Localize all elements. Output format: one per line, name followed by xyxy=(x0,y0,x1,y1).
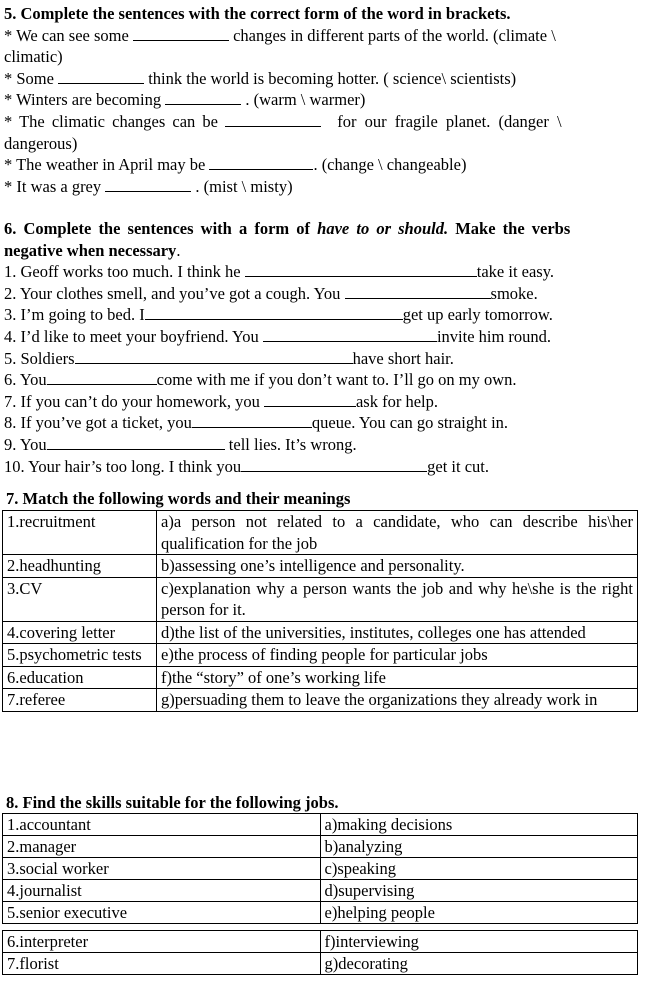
section-6-heading-cont xyxy=(4,240,630,262)
s5-text: . (warm \ warmer) xyxy=(241,90,366,110)
skill-cell: f)interviewing xyxy=(320,931,638,953)
s6-item-8 xyxy=(4,412,630,434)
table-row xyxy=(3,931,638,953)
answer-blank[interactable] xyxy=(192,413,312,428)
skill-cell: b)analyzing xyxy=(320,836,638,858)
item-text: 3. I’m going to bed. I xyxy=(4,305,145,325)
matching-table xyxy=(2,510,638,712)
s5-sentence-2 xyxy=(4,68,630,90)
word-cell: 3.CV xyxy=(3,577,157,621)
table-row xyxy=(3,858,638,880)
item-text: 10. Your hair’s too long. I think you xyxy=(4,456,242,476)
meaning-cell: e)the process of finding people for particular jobs xyxy=(157,644,638,667)
s5-text: think the world is becoming hotter. ( science\ scientists) xyxy=(144,68,517,88)
item-text: 5. Soldiers xyxy=(4,348,75,368)
s5-sentence-5 xyxy=(4,154,630,176)
section-7-heading: 7. Match the following words and their meanings xyxy=(6,489,351,508)
item-text: invite him round. xyxy=(436,326,552,346)
job-cell: 1.accountant xyxy=(3,814,321,836)
s5-text: climatic) xyxy=(4,47,63,67)
answer-blank[interactable] xyxy=(264,392,356,407)
heading-text: Make the verbs xyxy=(448,219,571,238)
section-6 xyxy=(4,218,630,477)
skill-cell: e)helping people xyxy=(320,902,638,924)
s6-item-4 xyxy=(4,326,630,348)
answer-blank[interactable] xyxy=(241,457,427,472)
word-cell: 2.headhunting xyxy=(3,555,157,578)
s5-text: dangerous) xyxy=(4,133,78,153)
answer-blank[interactable] xyxy=(58,69,144,84)
item-text: tell lies. It’s wrong. xyxy=(224,434,357,454)
job-cell: 3.social worker xyxy=(3,858,321,880)
word-cell: 6.education xyxy=(3,666,157,689)
heading-text: . xyxy=(176,240,181,260)
s5-text: * Winters are becoming xyxy=(4,90,166,110)
item-text: take it easy. xyxy=(476,262,555,282)
s6-item-10 xyxy=(4,456,630,478)
table-row xyxy=(3,880,638,902)
job-cell: 7.florist xyxy=(3,953,321,975)
word-cell: 7.referee xyxy=(3,689,157,712)
job-cell: 6.interpreter xyxy=(3,931,321,953)
item-text: have short hair. xyxy=(352,348,454,368)
s6-item-1 xyxy=(4,261,630,283)
table-row xyxy=(3,953,638,975)
word-cell: 4.covering letter xyxy=(3,621,157,644)
s5-text: * The climatic changes can be xyxy=(4,111,226,131)
skill-cell: d)supervising xyxy=(320,880,638,902)
item-text: get it cut. xyxy=(427,456,489,476)
item-text: 2. Your clothes smell, and you’ve got a cough. You xyxy=(4,283,345,303)
table-row xyxy=(3,836,638,858)
skill-cell: a)making decisions xyxy=(320,814,638,836)
job-cell: 2.manager xyxy=(3,836,321,858)
s6-item-3 xyxy=(4,304,630,326)
answer-blank[interactable] xyxy=(133,26,229,41)
table-row xyxy=(3,689,638,712)
item-text: queue. You can go straight in. xyxy=(311,413,509,433)
item-text: smoke. xyxy=(490,283,538,303)
s5-sentence-1 xyxy=(4,25,630,47)
s6-item-2 xyxy=(4,283,630,305)
table-row xyxy=(3,555,638,578)
answer-blank[interactable] xyxy=(145,305,403,320)
s5-text: * The weather in April may be xyxy=(4,155,210,175)
item-text: ask for help. xyxy=(355,391,439,411)
section-6-heading xyxy=(4,218,630,240)
answer-blank[interactable] xyxy=(165,90,241,105)
word-cell: 5.psychometric tests xyxy=(3,644,157,667)
s5-sentence-6 xyxy=(4,176,630,198)
answer-blank[interactable] xyxy=(75,349,353,364)
s6-item-7 xyxy=(4,391,630,413)
section-8-heading: 8. Find the skills suitable for the following jobs. xyxy=(6,793,339,812)
word-cell: 1.recruitment xyxy=(3,511,157,555)
skill-cell: g)decorating xyxy=(320,953,638,975)
skills-table-1 xyxy=(2,813,638,924)
answer-blank[interactable] xyxy=(345,284,491,299)
s6-item-6 xyxy=(4,369,630,391)
table-row xyxy=(3,902,638,924)
s5-text: * Some xyxy=(4,68,59,88)
meaning-cell: b)assessing one’s intelligence and personality. xyxy=(157,555,638,578)
s5-sentence-4 xyxy=(4,111,630,133)
answer-blank[interactable] xyxy=(105,177,191,192)
item-text: come with me if you don’t want to. I’ll go on my own. xyxy=(156,370,517,390)
skills-table-2 xyxy=(2,930,638,975)
job-cell: 5.senior executive xyxy=(3,902,321,924)
item-text: 6. You xyxy=(4,370,47,390)
item-text: 7. If you can’t do your homework, you xyxy=(4,391,264,411)
answer-blank[interactable] xyxy=(225,112,321,127)
heading-text: 6. Complete the sentences with a form of xyxy=(4,219,318,238)
section-5-heading: 5. Complete the sentences with the correct form of the word in brackets. xyxy=(4,4,511,23)
s5-text: changes in different parts of the world. (climate \ xyxy=(228,25,556,45)
section-5 xyxy=(4,3,630,197)
job-cell: 4.journalist xyxy=(3,880,321,902)
skill-cell: c)speaking xyxy=(320,858,638,880)
s5-text: . (change \ changeable) xyxy=(313,155,467,175)
answer-blank[interactable] xyxy=(47,435,225,450)
table-row xyxy=(3,644,638,667)
answer-blank[interactable] xyxy=(209,155,313,170)
meaning-cell: a)a person not related to a candidate, who can describe his\her qualification for the job xyxy=(157,511,638,555)
heading-text: negative when necessary xyxy=(4,240,177,260)
s5-text: * It was a grey xyxy=(4,176,106,196)
meaning-cell: c)explanation why a person wants the job and why he\she is the right person for it. xyxy=(157,577,638,621)
s6-item-5 xyxy=(4,348,630,370)
s5-text: * We can see some xyxy=(4,25,133,45)
answer-blank[interactable] xyxy=(263,327,437,342)
meaning-cell: d)the list of the universities, institutes, colleges one has attended xyxy=(157,621,638,644)
item-text: 1. Geoff works too much. I think he xyxy=(4,262,245,282)
item-text: 9. You xyxy=(4,434,47,454)
table-row xyxy=(3,511,638,555)
heading-emphasis: have to or should. xyxy=(317,219,449,238)
table-row xyxy=(3,666,638,689)
answer-blank[interactable] xyxy=(47,370,157,385)
s5-text: for our fragile planet. (danger \ xyxy=(329,111,562,131)
s5-text: . (mist \ misty) xyxy=(191,176,293,196)
meaning-cell: g)persuading them to leave the organizations they already work in xyxy=(157,689,638,712)
table-row xyxy=(3,814,638,836)
answer-blank[interactable] xyxy=(245,262,477,277)
item-text: get up early tomorrow. xyxy=(402,305,553,325)
table-row xyxy=(3,621,638,644)
item-text: 4. I’d like to meet your boyfriend. You xyxy=(4,326,263,346)
item-text: 8. If you’ve got a ticket, you xyxy=(4,413,192,433)
s6-item-9 xyxy=(4,434,630,456)
s5-sentence-3 xyxy=(4,89,630,111)
meaning-cell: f)the “story” of one’s working life xyxy=(157,666,638,689)
table-row xyxy=(3,577,638,621)
